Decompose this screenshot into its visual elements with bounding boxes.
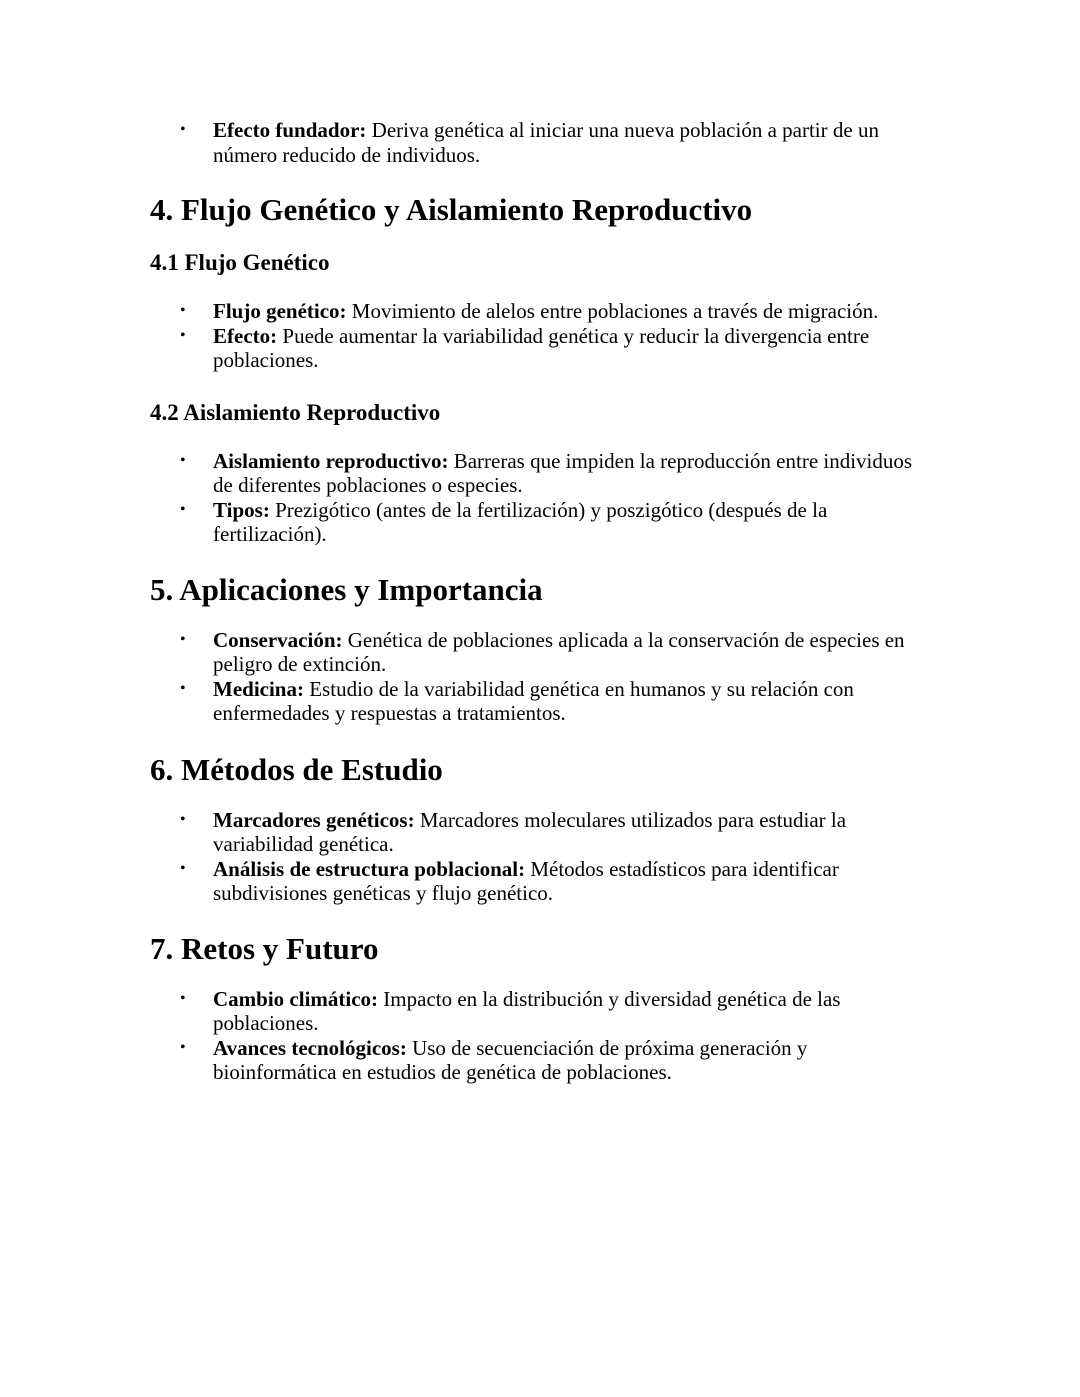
list-item <box>150 677 930 726</box>
item-text: Métodos estadísticos para identificar subdivisiones genéticas y flujo genético. <box>213 856 839 905</box>
bullet-list <box>150 808 930 906</box>
document-page <box>150 118 930 1085</box>
item-term: Cambio climático: <box>213 986 379 1011</box>
item-text: Estudio de la variabilidad genética en humanos y su relación con enfermedades y respuestas a tratamientos. <box>213 676 854 725</box>
bullet-list-intro <box>150 118 930 167</box>
item-term: Avances tecnológicos: <box>213 1035 407 1060</box>
section-heading: 5. Aplicaciones y Importancia <box>150 571 543 607</box>
item-text: Prezigótico (antes de la fertilización) y poszigótico (después de la fertilización). <box>213 497 828 546</box>
item-text: Marcadores moleculares utilizados para estudiar la variabilidad genética. <box>213 807 847 856</box>
list-item <box>150 118 930 167</box>
list-item <box>150 857 930 906</box>
bullet-icon: • <box>180 326 186 344</box>
list-item <box>150 498 930 547</box>
item-term: Efecto: <box>213 323 278 348</box>
bullet-list <box>150 628 930 726</box>
bullet-icon: • <box>180 451 186 469</box>
item-term: Medicina: <box>213 676 304 701</box>
bullet-icon: • <box>180 121 186 138</box>
item-text: Genética de poblaciones aplicada a la conservación de especies en peligro de extinción. <box>213 627 905 676</box>
bullet-list <box>150 987 930 1085</box>
section-heading: 4. Flujo Genético y Aislamiento Reproductivo <box>150 192 753 227</box>
item-text: Barreras que impiden la reproducción entre individuos de diferentes poblaciones o especies. <box>213 448 913 497</box>
item-term: Tipos: <box>213 497 270 522</box>
bullet-icon: • <box>180 859 186 877</box>
bullet-icon: • <box>180 1038 186 1056</box>
bullet-icon: • <box>180 989 186 1007</box>
bullet-list <box>150 299 930 373</box>
list-item <box>150 628 930 677</box>
item-term: Marcadores genéticos: <box>213 807 415 832</box>
item-term: Efecto fundador: <box>213 118 367 142</box>
item-term: Análisis de estructura poblacional: <box>213 856 526 881</box>
item-text: Impacto en la distribución y diversidad genética de las poblaciones. <box>213 986 841 1035</box>
subsection-heading: 4.2 Aislamiento Reproductivo <box>150 399 441 425</box>
item-term: Conservación: <box>213 627 343 652</box>
bullet-icon: • <box>180 500 186 518</box>
list-item <box>150 449 930 498</box>
bullet-icon: • <box>180 679 186 697</box>
item-text: Deriva genética al iniciar una nueva población a partir de un número reducido de individuos. <box>213 118 879 167</box>
subsection-heading: 4.1 Flujo Genético <box>150 250 330 275</box>
bullet-icon: • <box>180 810 186 828</box>
list-item <box>150 808 930 857</box>
list-item <box>150 299 930 324</box>
bullet-icon: • <box>180 302 186 319</box>
list-item <box>150 324 930 373</box>
section-heading: 6. Métodos de Estudio <box>150 751 443 787</box>
list-item <box>150 1036 930 1085</box>
item-text: Puede aumentar la variabilidad genética y reducir la divergencia entre poblaciones. <box>213 323 870 372</box>
item-text: Movimiento de alelos entre poblaciones a través de migración. <box>346 299 879 323</box>
list-item <box>150 987 930 1036</box>
item-text: Uso de secuenciación de próxima generación y bioinformática en estudios de genética de poblaciones. <box>213 1035 808 1084</box>
item-term: Aislamiento reproductivo: <box>213 448 449 473</box>
bullet-icon: • <box>180 630 186 648</box>
section-heading: 7. Retos y Futuro <box>150 930 379 966</box>
item-term: Flujo genético: <box>213 299 347 323</box>
bullet-list <box>150 449 930 547</box>
